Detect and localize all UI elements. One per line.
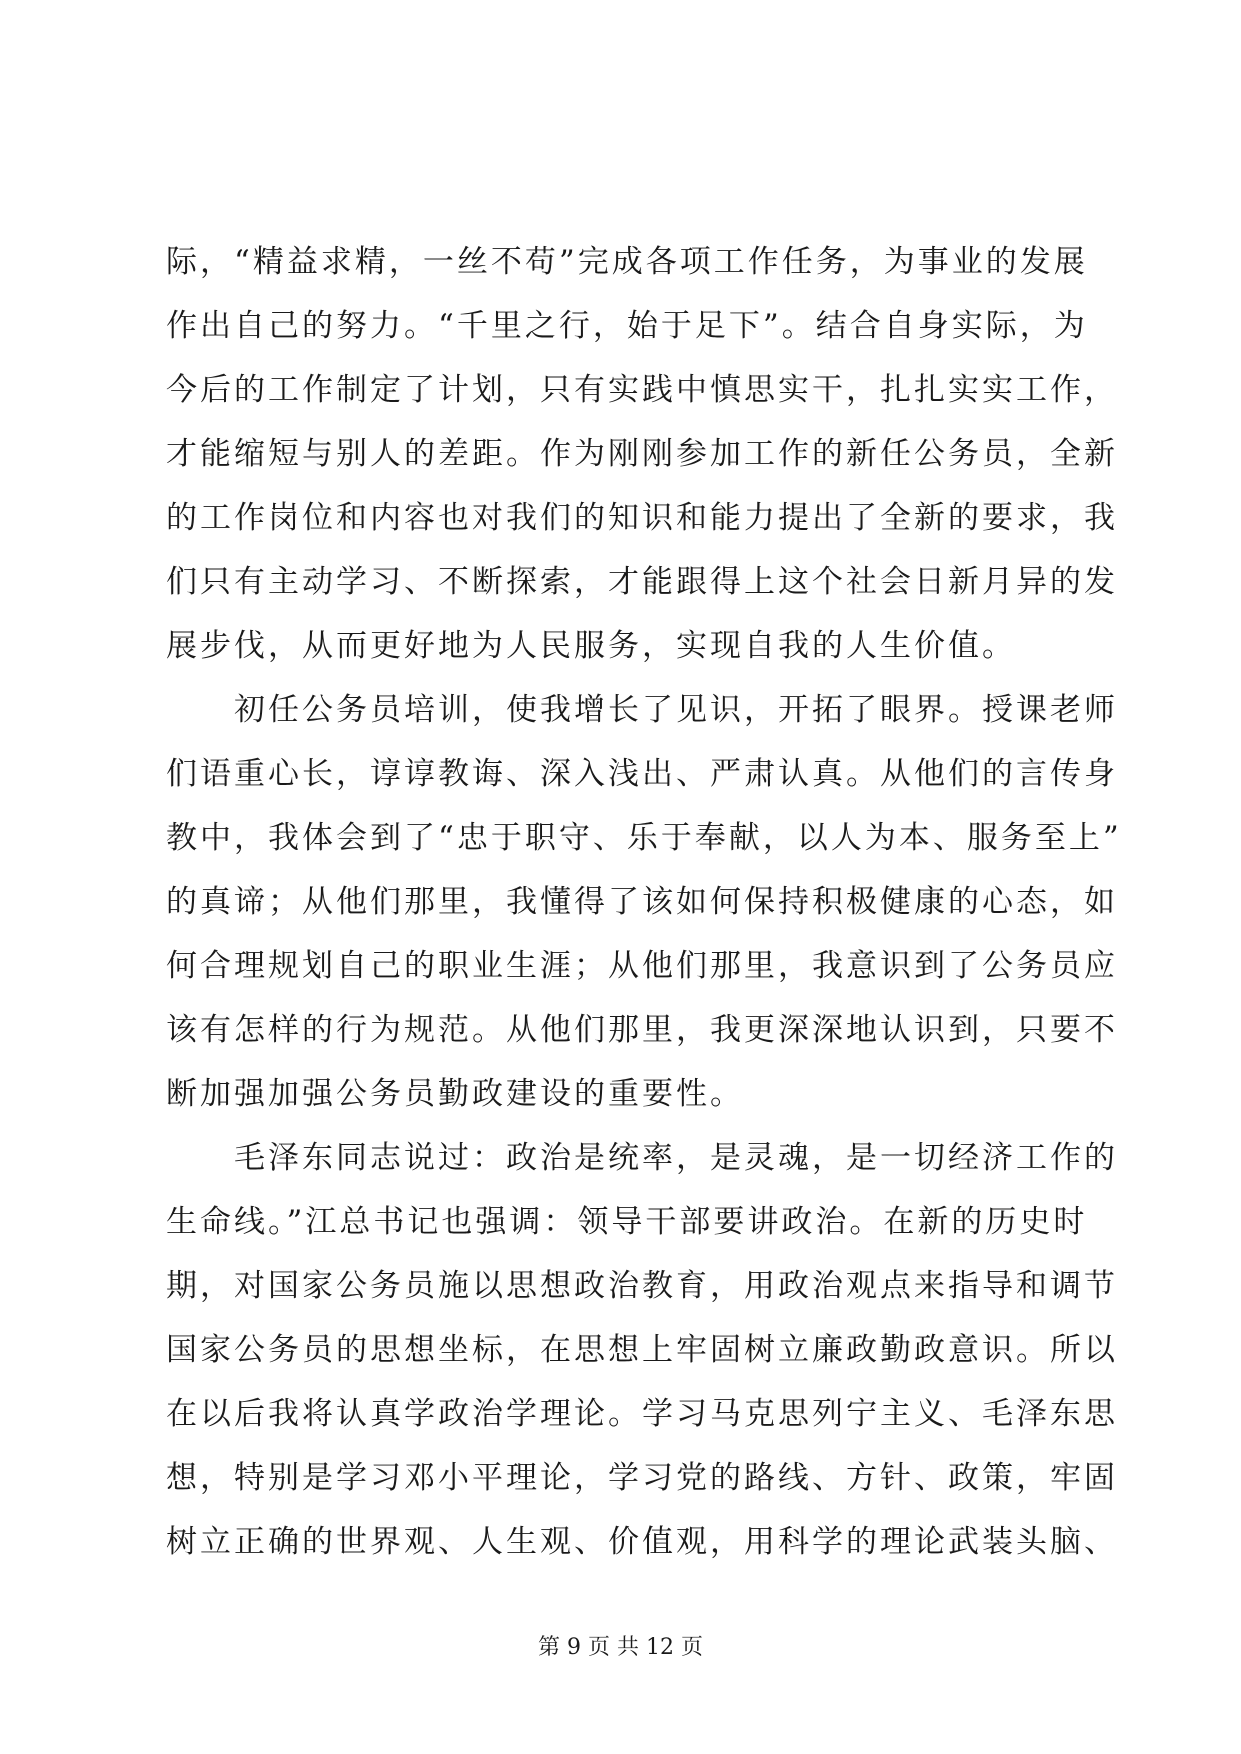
text-line: 今后的工作制定了计划，只有实践中慎思实干，扎扎实实工作， (166, 372, 1118, 408)
text-line: 断加强加强公务员勤政建设的重要性。 (166, 1076, 744, 1112)
text-line: 想，特别是学习邓小平理论，学习党的路线、方针、政策，牢固 (166, 1460, 1118, 1496)
text-line: 才能缩短与别人的差距。作为刚刚参加工作的新任公务员，全新 (166, 436, 1118, 472)
text-line: 在以后我将认真学政治学理论。学习马克思列宁主义、毛泽东思 (166, 1396, 1118, 1432)
text-line: 树立正确的世界观、人生观、价值观，用科学的理论武装头脑、 (166, 1524, 1118, 1560)
text-line: 该有怎样的行为规范。从他们那里，我更深深地认识到，只要不 (166, 1012, 1118, 1048)
text-line: 期，对国家公务员施以思想政治教育，用政治观点来指导和调节 (166, 1268, 1118, 1304)
text-line: 教中，我体会到了“忠于职守、乐于奉献，以人为本、服务至上” (166, 820, 1122, 856)
text-line: 国家公务员的思想坐标，在思想上牢固树立廉政勤政意识。所以 (166, 1332, 1118, 1368)
text-line: 生命线。”江总书记也强调：领导干部要讲政治。在新的历史时 (166, 1204, 1088, 1240)
text-line: 的真谛；从他们那里，我懂得了该如何保持积极健康的心态，如 (166, 884, 1118, 920)
text-line: 展步伐，从而更好地为人民服务，实现自我的人生价值。 (166, 628, 1016, 664)
text-line: 何合理规划自己的职业生涯；从他们那里，我意识到了公务员应 (166, 948, 1118, 984)
text-line: 作出自己的努力。“千里之行，始于足下”。结合自身实际，为 (166, 308, 1088, 344)
text-line: 们只有主动学习、不断探索，才能跟得上这个社会日新月异的发 (166, 564, 1118, 600)
page-footer: 第 9 页 共 12 页 (538, 1635, 703, 1660)
body-text (166, 230, 1122, 1574)
text-line: 际，“精益求精，一丝不苟”完成各项工作任务，为事业的发展 (166, 244, 1088, 280)
text-line: 毛泽东同志说过：政治是统率，是灵魂，是一切经济工作的 (166, 1140, 1118, 1176)
text-line: 们语重心长，谆谆教诲、深入浅出、严肃认真。从他们的言传身 (166, 756, 1118, 792)
text-line: 初任公务员培训，使我增长了见识，开拓了眼界。授课老师 (166, 692, 1118, 728)
text-line: 的工作岗位和内容也对我们的知识和能力提出了全新的要求，我 (166, 500, 1118, 536)
